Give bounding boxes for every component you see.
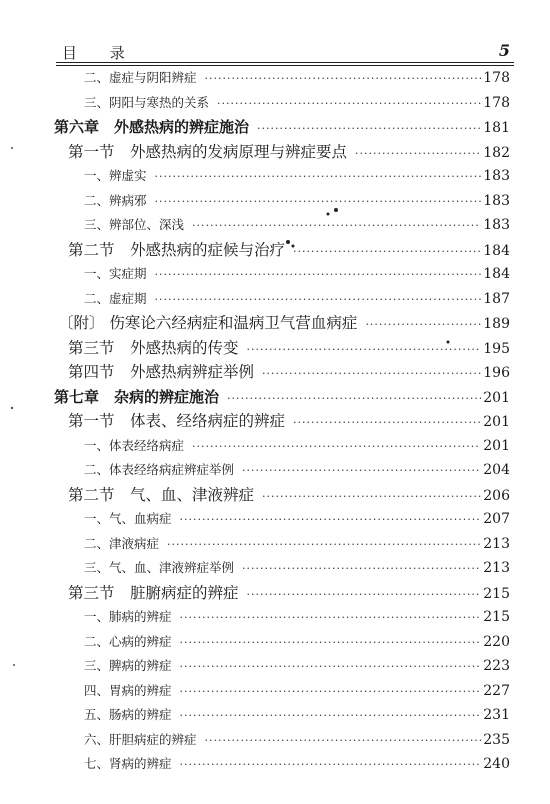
header-title: 目 录 — [62, 44, 139, 62]
leader-dots — [293, 411, 481, 436]
toc-subsection-entry — [0, 556, 550, 581]
leader-dots — [205, 67, 482, 92]
leader-dots — [180, 753, 482, 778]
toc-entry-page: 178 — [483, 70, 510, 86]
toc-entry-title: 三、阴阳与寒热的关系 — [84, 94, 210, 110]
toc-entry-title: 七、肾病的辨症 — [84, 756, 172, 771]
toc-subsection-entry — [0, 532, 550, 557]
toc-entry-title: 第六章 外感热病的辨症施治 — [54, 118, 250, 136]
toc-section-entry — [0, 238, 550, 263]
toc-entry-page: 187 — [483, 290, 510, 307]
leader-dots — [180, 655, 482, 680]
toc-entry-title: 第一节 体表、经络病症的辨症 — [68, 412, 286, 430]
toc-subsection-entry — [0, 654, 550, 679]
leader-dots — [262, 485, 481, 510]
toc-entry-page: 183 — [483, 168, 510, 184]
leader-dots — [192, 435, 481, 460]
page-header — [56, 42, 514, 62]
toc-section-entry — [0, 311, 550, 336]
header-rule — [56, 62, 514, 63]
toc-subsection-entry — [0, 679, 550, 704]
toc-entry-page: 184 — [483, 266, 510, 282]
toc-entry-page: 181 — [483, 120, 510, 136]
toc-entry-page: 196 — [483, 365, 510, 381]
leader-dots — [242, 557, 481, 582]
toc-entry-title: 三、气、血、津液辨症举例 — [84, 560, 235, 575]
leader-dots — [293, 240, 481, 265]
toc-entry-title: 三、辨部位、深浅 — [84, 217, 185, 232]
leader-dots — [180, 680, 482, 705]
toc-section-entry — [0, 140, 550, 165]
toc-entry-page: 207 — [483, 511, 510, 527]
toc-entry-page: 220 — [483, 633, 510, 650]
toc-entry-page: 183 — [483, 192, 510, 209]
toc-entry-title: 六、肝胆病症的辨症 — [84, 731, 197, 747]
leader-dots — [180, 631, 482, 656]
toc-subsection-entry — [0, 703, 550, 728]
toc-subsection-entry — [0, 728, 550, 753]
toc-subsection-entry — [0, 630, 550, 655]
toc-section-entry — [0, 336, 550, 361]
toc-entry-title: 二、辨病邪 — [84, 192, 147, 208]
toc-entry-title: 第三节 脏腑病症的辨症 — [68, 583, 239, 602]
leader-dots — [247, 583, 482, 608]
toc-subsection-entry — [0, 434, 550, 459]
toc-entry-title: 一、肺病的辨症 — [84, 609, 172, 624]
toc-entry-page: 213 — [483, 560, 510, 576]
leader-dots — [205, 729, 482, 754]
toc-entry-title: 一、体表经络病症 — [84, 437, 185, 453]
toc-subsection-entry — [0, 66, 550, 91]
leader-dots — [155, 165, 482, 190]
toc-entry-page: 227 — [483, 682, 510, 699]
toc-entry-title: 四、胃病的辨症 — [84, 682, 172, 698]
toc-subsection-entry — [0, 507, 550, 532]
leader-dots — [167, 533, 481, 558]
toc-entry-page: 201 — [483, 437, 510, 454]
toc-entry-page: 204 — [483, 462, 510, 478]
toc-entry-title: 一、气、血病症 — [84, 511, 172, 526]
toc-entry-title: 二、虚症与阴阳辨症 — [84, 70, 197, 85]
leader-dots — [192, 214, 481, 239]
toc-subsection-entry — [0, 262, 550, 287]
toc-subsection-entry — [0, 752, 550, 777]
toc-entry-title: 第一节 外感热病的发病原理与辨症要点 — [68, 142, 348, 161]
toc-entry-page: 195 — [483, 340, 510, 357]
toc-entry-page: 178 — [483, 94, 510, 111]
toc-entry-title: 三、脾病的辨症 — [84, 658, 172, 673]
toc-subsection-entry — [0, 287, 550, 312]
toc-entry-page: 183 — [483, 217, 510, 233]
toc-entry-title: 二、体表经络病症辨症举例 — [84, 462, 235, 477]
toc-entry-page: 189 — [483, 316, 510, 332]
toc-entry-page: 215 — [483, 585, 510, 602]
leader-dots — [227, 387, 481, 412]
toc-subsection-entry — [0, 213, 550, 238]
toc-subsection-entry — [0, 458, 550, 483]
toc-entry-page: 223 — [483, 658, 510, 674]
leader-dots — [155, 288, 482, 313]
toc-section-entry — [0, 360, 550, 385]
leader-dots — [180, 508, 482, 533]
leader-dots — [180, 606, 482, 631]
leader-dots — [365, 313, 481, 338]
toc-entry-title: 五、肠病的辨症 — [84, 707, 172, 722]
toc-entry-title: 〔附〕 伤寒论六经病症和温病卫气营血病症 — [58, 314, 358, 332]
toc-subsection-entry — [0, 91, 550, 116]
toc-subsection-entry — [0, 189, 550, 214]
toc-section-entry — [0, 483, 550, 508]
toc-entry-page: 201 — [483, 389, 510, 406]
toc-entry-title: 一、实症期 — [84, 266, 147, 281]
toc-entry-page: 240 — [483, 756, 510, 772]
toc-entry-title: 二、心病的辨症 — [84, 633, 172, 649]
toc-entry-title: 二、虚症期 — [84, 290, 147, 306]
leader-dots — [257, 117, 481, 142]
toc-entry-title: 第三节 外感热病的传变 — [68, 338, 239, 357]
toc-entry-title: 第二节 气、血、津液辨症 — [68, 485, 255, 504]
toc-subsection-entry — [0, 605, 550, 630]
toc-chapter-entry — [0, 115, 550, 140]
leader-dots — [247, 338, 482, 363]
leader-dots — [355, 142, 481, 167]
toc-entry-title: 一、辨虚实 — [84, 168, 147, 183]
toc-entry-page: 206 — [483, 487, 510, 504]
toc-chapter-entry — [0, 385, 550, 410]
toc-entry-title: 第二节 外感热病的症候与治疗 — [68, 240, 286, 259]
table-of-contents — [0, 66, 550, 777]
toc-entry-page: 215 — [483, 609, 510, 625]
toc-entry-page: 184 — [483, 242, 510, 259]
toc-section-entry — [0, 409, 550, 434]
toc-entry-page: 182 — [483, 144, 510, 161]
toc-entry-page: 231 — [483, 707, 510, 723]
leader-dots — [155, 263, 482, 288]
leader-dots — [262, 362, 481, 387]
header-page-number: 5 — [498, 41, 510, 60]
toc-entry-page: 201 — [483, 414, 510, 430]
toc-entry-title: 第七章 杂病的辨症施治 — [54, 387, 220, 406]
leader-dots — [242, 459, 481, 484]
toc-entry-title: 第四节 外感热病辨症举例 — [68, 363, 255, 381]
toc-section-entry — [0, 581, 550, 606]
toc-entry-page: 235 — [483, 731, 510, 748]
toc-subsection-entry — [0, 164, 550, 189]
leader-dots — [155, 190, 482, 215]
leader-dots — [180, 704, 482, 729]
leader-dots — [217, 92, 481, 117]
toc-entry-title: 二、津液病症 — [84, 535, 160, 551]
toc-entry-page: 213 — [483, 535, 510, 552]
